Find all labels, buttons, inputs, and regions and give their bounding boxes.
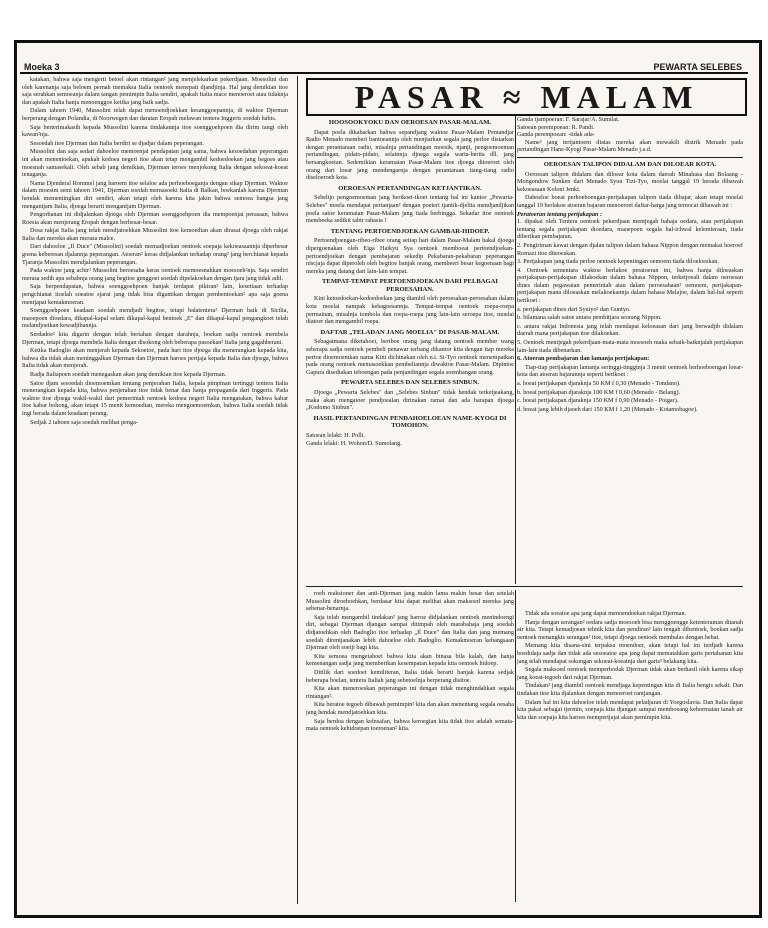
result-line: Ganda tjampoeran: F. Sarajar/A. Sumilat. [517, 116, 620, 123]
paragraph: Pertoendjoengan-ribeo-ribee orang setiap hari dalam Pasar-Malam bakal djoega dipergoenakan oleh Eiga Haikyu Sya oentoek memboeat pertoendjoekan-pertoendjoekan dengan pembajaran sekedip Pekabaran-pekabaran peperangan niscjaja dapat diperoleh oleh begitoe banjak orang, membeeri besar kegoenaan bagi mereka jang datang dari lain-lain tempat. [306, 237, 514, 275]
article-column-3 [517, 116, 743, 606]
column-divider [297, 76, 298, 904]
header-rule [20, 72, 748, 74]
pasar-malam-banner [306, 78, 747, 116]
page-number: Moeka 3 [24, 62, 60, 72]
paragraph: Tindakan² jang diambil oentoek mendjaga kepentingan kita di Italia bengis sekali. Dan tindakan itoe kita djalankan dengan menoeroet rantjangan. [517, 682, 743, 697]
paragraph: Dosa rakjat Italia jang telah mendjatoehkan Mussolini itoe kemoedian akan dirasai djoega oleh rakjat Italia dan mereka akan merasa malce. [22, 227, 288, 242]
paragraph: Sesoedah itoe Djerman dan Italia berdiri se djadjar dalam peperangan. [30, 139, 204, 147]
paragraph: Sebelijo pengoemoeman jang berikoet-ikoet tentang hal ini kantor „Pewarta-Selebes" moela mendapat pertanjaan² dengan poeteri tjantik-djelita mendjandjikan poela satoe keramaian Pasar-Malam jang tiada berbingga. Sekadar itoe oentoek membeeka sedikit tabir rahasia ! [306, 194, 514, 225]
paragraph: Pada waktoe jang achir² Mussolini beroesaha keras oentoek memoesnahkan moesoeh²nja. Saja sendiri merasa sedih apa sebabnja orang jang begitoe genggoei soedah dipelakoekan dengan tjara jang tidak adil. [22, 267, 288, 282]
list-item: 3. Pertjakapan jang tiada perloe oentoek kepentingan oemoem tiada diloeloeskan. [517, 258, 719, 266]
paragraph: Segala maksoed oentoek memperbodak Djerman tidak akan berhasil oleh karena sikap jang koeat-tegoeh dari rakjat Djerman. [517, 666, 743, 681]
list-item: c. antara rakjat Indonesia jang telah mendapat keloeasan dari jang berwadjib didalam daerah mana perijakapan itoe dilakoekan. [517, 322, 743, 338]
fee-item: b. boeat perijakapan djaraknja 100 KM f 0,60 (Menado - Belang). [517, 388, 681, 396]
list-item: 5. Oentoek mentjegah pekerdjaan-mata-mata moesoeh maka sebaik-baiknjalah perijakapan lain-lain tiada dibenarkan. [517, 339, 743, 354]
article-column-2 [306, 116, 514, 584]
paragraph: Serdadoe² kita digarin dengan telah bertahan dengan darahnja, boekan sadja oentoek membela Djerman, tetapi djoega membela Italia dengan disokong oleh beberapa pasoekan² Italia jang gagahberani. [22, 331, 288, 346]
fee-item: c. boeat perijakapan djaraknja 150 KM f 0,90 (Menado - Poigar). [517, 397, 679, 405]
banner-title: PASAR ≈ MALAM [354, 78, 699, 115]
column-divider [515, 116, 516, 584]
newspaper-name: PEWARTA SELEBES [653, 62, 742, 72]
paragraph: Memang kita disana-sini terpaksa moendoer, akan tetapi hal ini terdjadi karena boedidaja sadja dan tidak ada sesoeatoe apa jang dapat mematahkan garis pertahanan kita jang telah mendapat sokongan sekoeat-koeatnja dari garis² belakang kita. [517, 642, 743, 665]
section-rule [306, 586, 743, 587]
paragraph: Satoe djam sesoedah dioemoemkan tentang penjerahan Italia, kepala pimpinan tertinggi tentera Italia menerangkan kepada kita, bahwa penjerahan itoe tidak benar dan hanja propaganda dari Inggeris. Pada waktoe itoe djoega wakil-wakil dari pemerintah oentoek kedoea negeri Italia mengatakan, bahwa kabar itoe kabar bohong, akan tetapi 15 menit kemoedian, mereka mengoemoemkan, bahwa Italia soedah tidak ingi berada dalam keadaan perang. [22, 379, 288, 417]
section-heading: HASIL PERTANDINGAN PENDAHOELOEAN NAME-KYOGI DI TOMOHON. [313, 414, 507, 430]
list-item: 2. Pengiriman kawat dengan djalan talipon dalam bahasa Nippon dengan memakai hoeroef Romazi itoe diteoeskan. [517, 241, 743, 257]
section-heading: OEROESAN TALIPON DIDALAM DAN DILOEAR KOTA. [543, 160, 717, 168]
paragraph: Name² jang tertjantoem diatas mereka akan mewakili distrik Menado pada pertandingan Hane-Kyogi Pasar-Malam Menado j.a.d. [517, 138, 743, 154]
paragraph: Tiap-tiap perijakapan lamanja seringgi-tingginja 3 menit oentoek berhoeboengan loear-kota dan atoeran bajarannja seperti berikoet : [517, 363, 743, 379]
list-item: a. perijakapan dines dari Syuiyo² dan Guntyo. [517, 305, 631, 313]
paragraph: Saja berpendapatan, bahwa soenggoehpoen banjak terdapat pikiran² lain, kesetiaan terhadap pengchianat itoelah soeatoe sjarat jang tidak bisa digantikan dengan pembentoekan² apa saja goena mentjapai kemakmoeran. [22, 283, 288, 306]
paragraph: Kita beratoe tegoeh dibawah pemimpin² kita dan akan menentang segala oesaha jang hendak mendjatoehkan kita. [306, 701, 514, 716]
paragraph: Dari dahoeloe „Il Duce" (Mussolini) soedah memadjoekan oentoek soepaja kekoeasaannja diperbesar goena keberesan djalannja peperangan. Atoeran² keras didjalankan terhadap orang² jang berchianat kepada Tjaranja Mussolini mendjalankan peperangan. [22, 243, 288, 266]
paragraph: Tidak ada soeatoe apa jang dapat menoendoekan rakjat Djerman. [525, 610, 687, 617]
column-divider [515, 590, 516, 902]
fee-item: d. boeat jang lebih djaoeh dari 150 KM f 1,20 (Menado - Kotamobagoe). [517, 405, 698, 413]
paragraph: Saja berdoa dengan kelnsafan, bahwa keroegian kita tidak itoe adalah semata-mata oentoek kehidoepan toeroenan² kita. [306, 717, 514, 733]
section-heading: HOOSOOKYOKU DAN OEROESAN PASAR-MALAM. [328, 119, 492, 126]
paragraph: Hanja dengan serangan² oedara sadja moesoeh bisa menggoengge ketenteraman ditanah air kita. Tetapi kemadjoean tehnik kita dan pendiran² lain tengah dibentoek, boekan sadja oentoek menangkis serangan² itoe, tetapi djoega oentoek membalas dengan hebat. [517, 618, 743, 641]
paragraph: Sebagaimana diketahoei, beriboe orang jang datang oentoek member wang seberapa sadja oentoek pembeli penawar terbang dikantor kita dengan tiap mereka pertoe dioemoemkan nama Kini dichinakan oleh n.t. Si-Tyo oentoek menempatkan pada orang oentoek memasoekkan pembeliannja diwaktoe Pasar-Malam. Dipintoe Gapura disediakan teboengan pada penjandingan segala soembangan orang. [306, 338, 514, 376]
paragraph: Kita akan meneroeskan peperangan ini dengan tidak menghindahkan segala rintangan². [306, 685, 514, 700]
paragraph: Sedjak 2 tahoen saja soedah melihat penga- [30, 418, 138, 426]
result-line: Ganda lelaki: H. Wohon/D. Sumolang. [306, 439, 402, 447]
article-column-2-continued [306, 590, 514, 902]
paragraph: Dalam hal ini kita dahoeloe telah mendapat peladjaran di Yoegoslavia. Dan Italia dapat kita pakai sebagai tjermin, soepaja kita djangan sampai memboeang kehormatan tanah air kita dan soepaja kita haroes mempertjajai akan pemimpin kita. [517, 698, 743, 721]
paragraph: Saja berterimakasih kepada Mussolini karena tindakannja itoe soenggoehpoen dia dirim tangi oleh kawan²nja. [22, 123, 288, 139]
result-line: Satoean perempoean: R. Pandi. [517, 123, 595, 131]
paragraph: Nama Djenderal Rommel jang haroem itoe selaloe ada perhoeboeganja dengan sikap Djerman. Waktoe dalam moesim semi tahoen 1941, Djerman soedah memasoeki Italia di Balkan, boekanlah karena Djerman hendak mementingkan diri sendiri, akan tetapi oleh karena kita jakin bahwa semoea bangsa jang mengantjam Italia, djoega berarti mengantjam Djerman. [22, 179, 288, 210]
paragraph: roeh reaksioner dan anti-Djerman jang makin lama makin besar dan setelah Mussolini diroeboehkan, berdasar kita dapat melihat akan maksoed mereka jang sebenar-benarnja. [306, 590, 514, 613]
paragraph: Soenggoehpoen keadaan soedah mendjadi begitoe, tetapi balatentera² Djerman baik di Sicilia, maoepoen dioedara, dikapal-kapal selam dikapal-kapal bentoek „E" dan dikapal-kapal pengangkoet telah melandjoetkan kewadjibannja. [22, 307, 288, 330]
rules-heading: Peratoeran tentang pertjakapan : [517, 210, 603, 218]
paragraph: Dapat poela dikabarkan bahwa sepandjang waktoe Pasar-Malam Pemandjar Radio Menado memberi bantoeannja oleh menjiarkan segala jang perloe disiarkan dengan perantaraan radio, misalnja pertandingan moesik, njanji, pengoemoeman pertandingan, pidato-pidato, selainnja djoega segala warta-berita dll. jang bersangkoetan. Sedemikian keramaian Pasar-Malam itoe djoega ditoeroet oleh orang dari loear jang mendengarnja dengan perantaraan tiang-tiang radio diseloeroeh kota. [306, 128, 514, 182]
list-item: 1. dipakai oleh Tentera oentoek pekerdjaan mentjegah bahaja oedara, atau perijakapan tentang segala perijakapan dioedara, maoepoen segala hal-ichwal kelemieraan, tiada diberikan pembajaran. [517, 218, 743, 241]
article-column-3-continued [517, 610, 743, 902]
result-line: Ganda perempoean: -tidak ada- [517, 131, 595, 139]
paragraph: Saja telah mengambil tindakan² jang harroe didjalankan oentoek menindoengi diri, sebagai Djerman djangan sampai ditimpah oleh marabahaja jang soedah didjatoehkan oleh Badoglio itoe terhadap „Il Duce" dan Italia dan jang memang soedah direntjanakan lebih dahoeloe oleh Badoglio. Kemakmoeran kebangsaan Djerman oleh soetji bagi kita. [306, 613, 514, 652]
paragraph: Pengorbanan ini didjalankan djoega oleh Djerman soenggoehpoen dia mempoenjai perasaan, bahwa Roesia akan menjerang Eropah dengan berbesar-besar. [22, 211, 288, 226]
article-column-1 [22, 76, 288, 904]
section-rule [517, 157, 743, 158]
paragraph: Kini ketoedoekan-kedoedoekan jang diambil oleh peroesahan-peroesahan dalam kota moelai nampak kebagoesannja. Tempat-tempat oentoek roepa-roepa permainan, misalnja tombola dan roepa-roepa jang lain-lain seroepa itoe, moelai diatoer dan mengambil roepa. [306, 295, 514, 326]
section-heading: DAFTAR „TELADAN JANG MOELIA" DI PASAR-MALAM. [320, 328, 500, 336]
paragraph: Mussolini dan saja sedari dahoeloe memoenjai pendapatan jang sama, bahwa kesoedahan peperangan ini akan menentoekan, apakah kedoea negeri itoe akan tetap mengambil kedoedoekan jang begoes atau moesnah samasekali. Oleh sebab jang demikian, Djerman teroes menjokong Italia dengan sekoeat-koeat tenaganja. [22, 148, 288, 179]
list-item: 6. Atoeran pembajaran dan lamanja pertjakapan: [517, 355, 650, 363]
paragraph: Oeroesan talipon didalam dan diloear kota dalam daerah Minahasa dan Bolaang - Mongondow Sunken dari Menado Syuu Tizi-Tyo, moelai tanggal 19 berada dibawah kekoeasaan Koloni Jenki. [517, 170, 743, 193]
section-heading: OEROESAN PERTANDINGAN KETJANTIKAN. [338, 184, 482, 192]
section-heading: TENTANG PERTOENDJOEKAN GAMBAR-HIDOEP. [330, 227, 490, 235]
paragraph: Kita semoea mengetahoei bahwa kita akan binasa bila kalah, dan hanja kemenangan sadja jang memberikan kesempatan kepada kita oentoek hidoep. [306, 652, 514, 668]
paragraph: katakan, bahwa saja mengerti betoel akan rintangan² jang menjelekarkan pekerdjaan. Moesolini dan oleh karenanja saja beloem pernah memaksa Italia oentoek menepati djandjinja. Hal jang demikian itoe saja serahkan semoeanja dalam tangan pemimpin Italia sendiri, apakah Italia mace menoeroet atau tidaknja dan apakah Italia hanja menoenggoe ketika jang baik sadja. [22, 76, 288, 106]
paragraph: Dalam tahoen 1940, Mussolini telah dapat menoendjoekkan kesanggoepannja, di waktoe Djerman berperang dengan Polandia, di Noorwegen dan daratan Eropah melawan tentera Inggeris soedah habis. [22, 107, 288, 122]
paragraph: Dahoeloe boeat perhoeboengan-perijakapan talipon tiada dibajar, akan tetapi moelai tanggal 19 berlakoe atoeran bajaran menoeroet daftar-harga jang ternocat dibawah ini : [517, 194, 743, 209]
section-heading: PEWARTA SELEBES DAN SELEBES SINBUN. [341, 379, 479, 387]
paragraph: Djoega „Pewarta Selebes" dan „Selebes Sinbun" tidak hendak terketjeakang, maka akan mengatoer pendjoealan dirinakan ramai dan ada harapan djoega „Kodomo Sinbun". [306, 389, 514, 412]
list-item: 4. Oentoek sementara waktoe berlakoe peratoeran ini, bahwa hanja diloeaskan perijakapan-perijakapan dilakoekan dalam bahasa Nippon, terketjoeali dalam oeroesan dines dalam pegawaian pemerintah atau dalam peroesahaan² oemoem, perijakapan-perijakapan mana diloeaskan melakoekannja dalam bahasa Melajoe, dalam hal-hal seperti berikoet : [517, 266, 743, 305]
list-item: b. bilamana salah satoe antara pembitjara seorang Nippon. [517, 314, 662, 322]
fee-item: a. boeat perijakapan djaraknja 50 KM f 0,30 (Menado - Tondano). [517, 380, 681, 387]
result-line: Satoean lelaki: H. Polli. [306, 431, 365, 439]
paragraph: Ditilik dari soedoet kemiliteran, Italia tidak berarti banjak karena sedjak beberapa boelan, tentera Italiah jang sebetoelnja berperang disitoe. [306, 668, 514, 684]
paragraph: Radja Italiapoen soedah menegaskan akan jang demikian itoe kepada Djerman. [30, 370, 227, 378]
paragraph: Ketika Badoglio akan menjerah kepada Sekoetoe, pada hari itoe djoega dia menerangkan kepada kita, bahwa dia tidak akan meninggalkan Djerman dan Djerman haroes pertjaja kepada Italia dan djoega, bahwa Italia tidak akan menjerah. [22, 347, 288, 370]
section-heading: TEMPAT-TEMPAT PERTOENDJOEKAN DARI PELBAGAI PEROESAHAN. [322, 278, 498, 293]
